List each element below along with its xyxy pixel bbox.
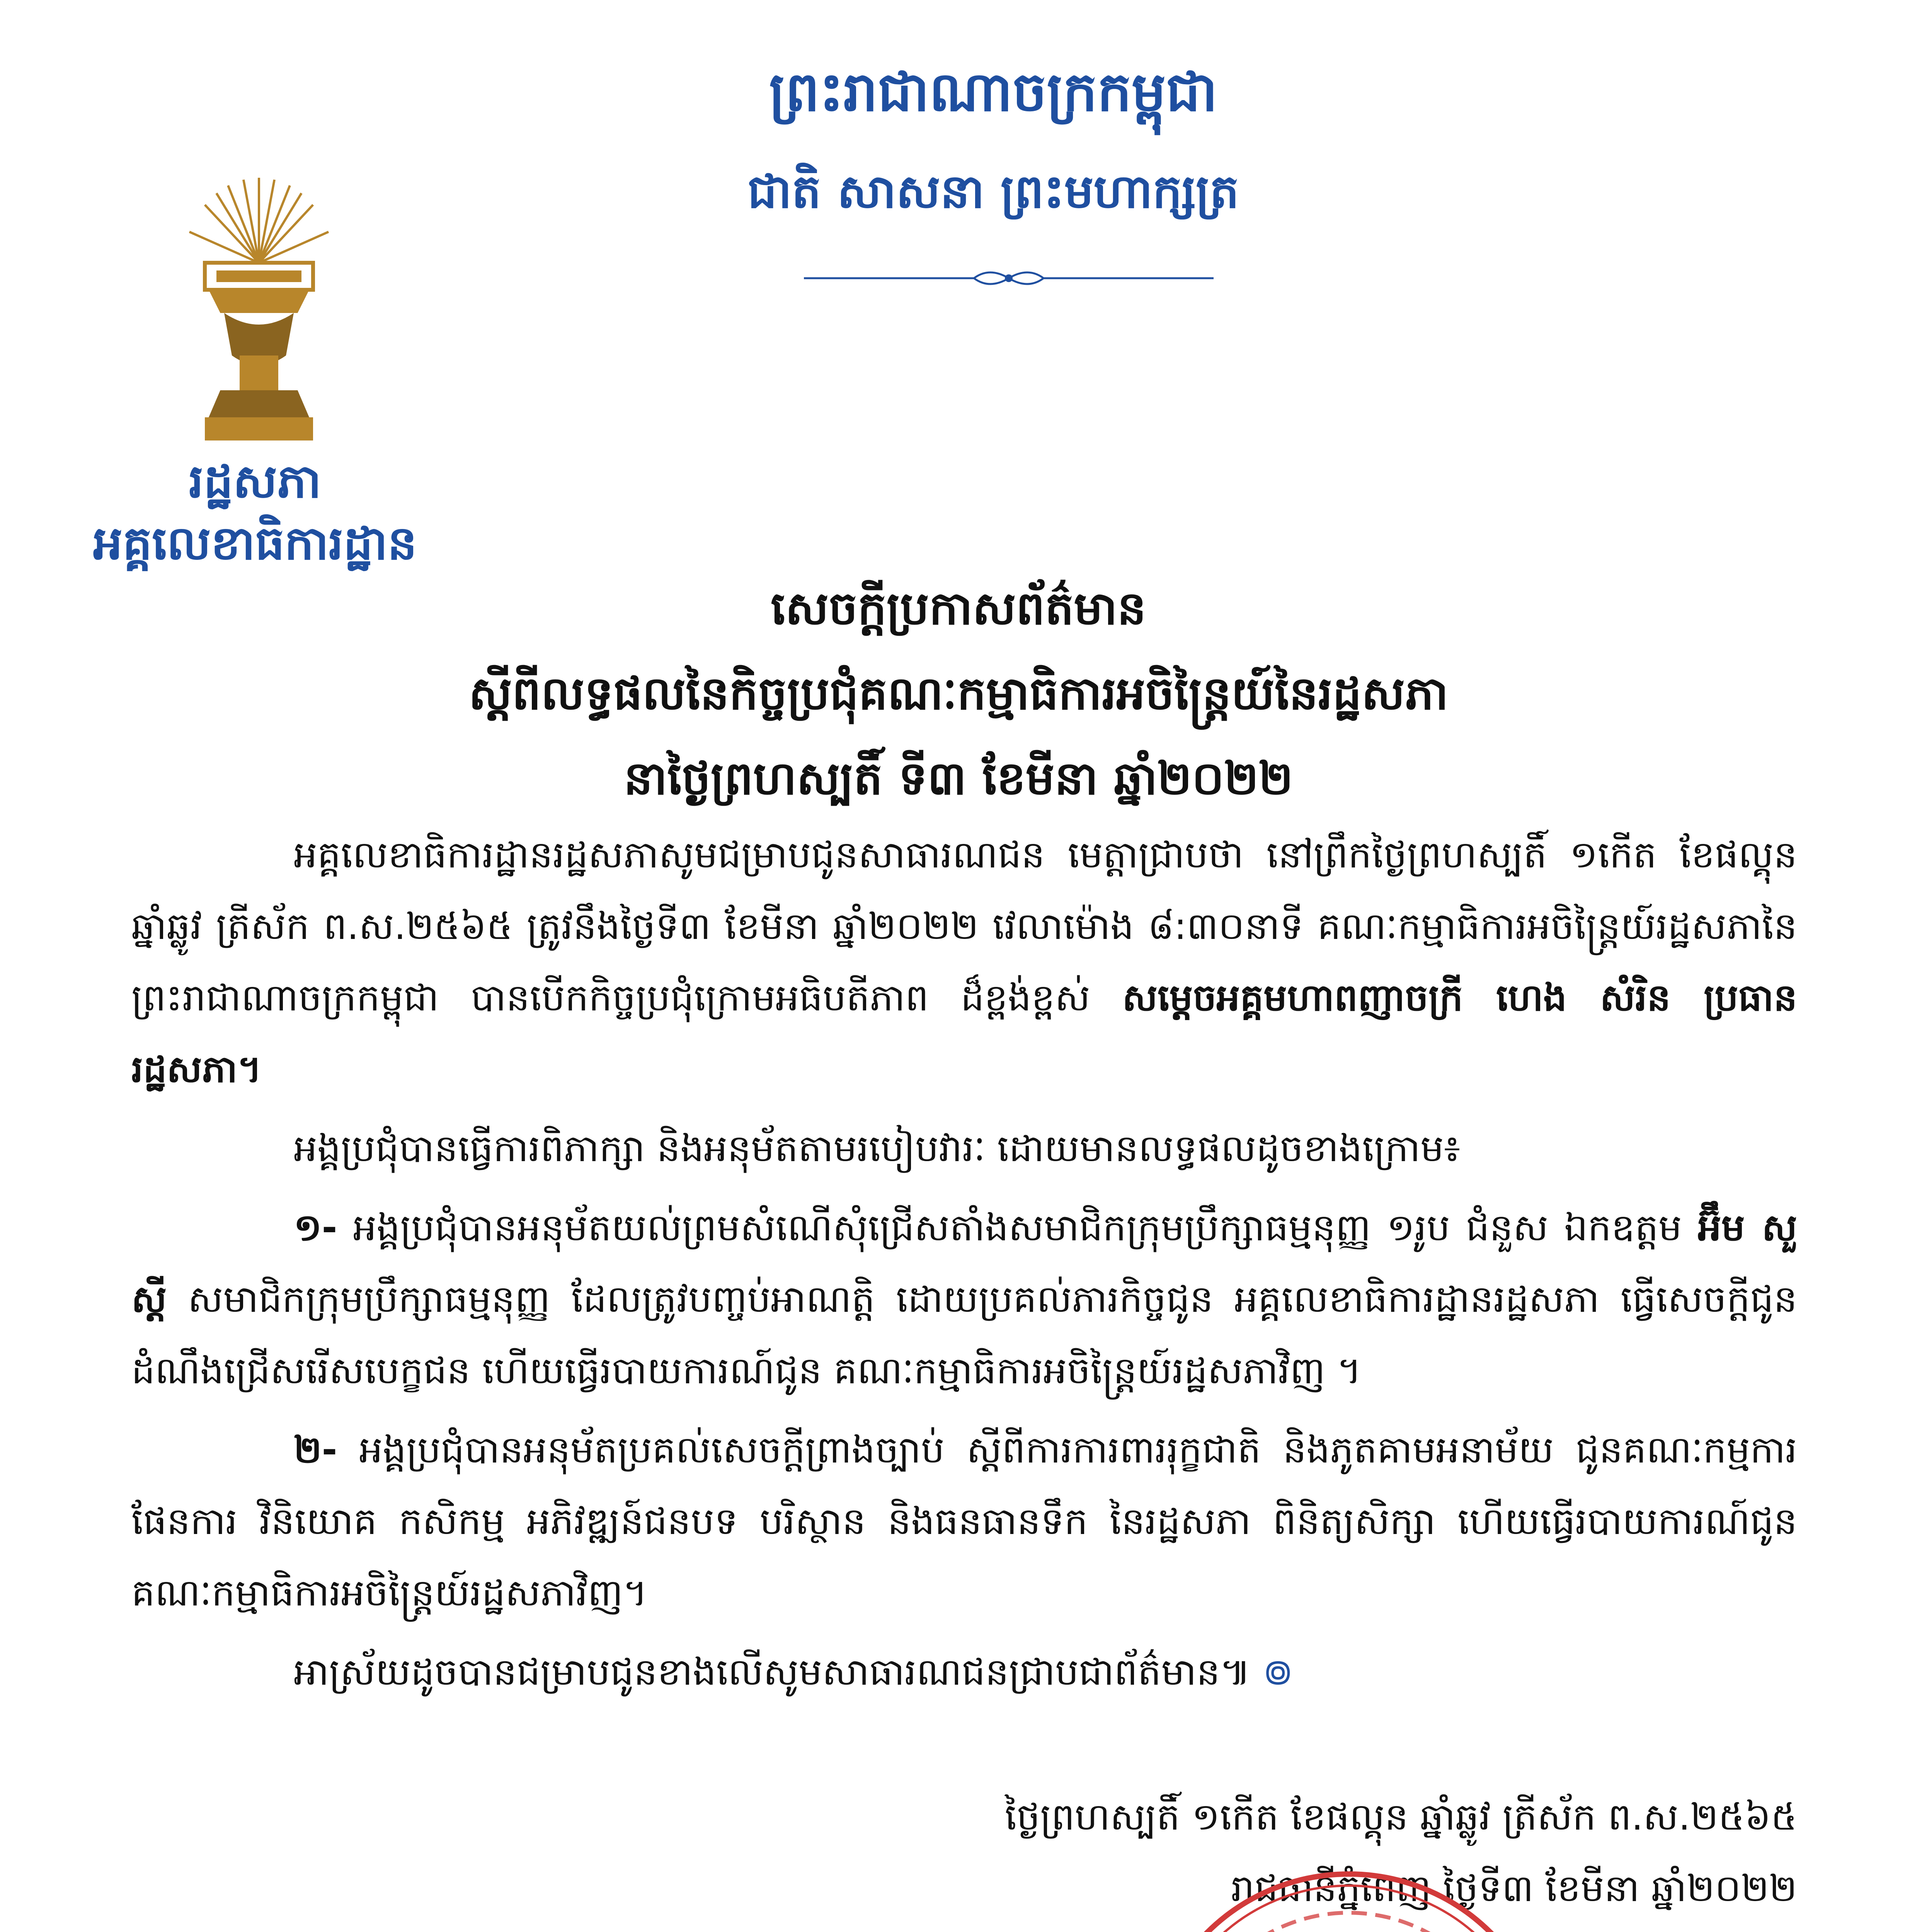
document-subtitle: ស្តីពីលទ្ធផលនៃកិច្ចប្រជុំគណៈកម្មាធិការអចិន្ត្រៃយ៍នៃរដ្ឋសភា [468, 667, 1449, 720]
list-item-2 [131, 1414, 1797, 1629]
paragraph-intro [131, 819, 1797, 1105]
item-2-text: អង្គប្រជុំបានអនុម័តប្រគល់សេចក្តីព្រាងច្បាប់ ស្តីពីការការពាររុក្ខជាតិ និងភូតគាមអនាម័យ ជូនគណៈកម្មការផែនការ វិនិយោគ កសិកម្ម អភិវឌ្ឍន៍ជនបទ បរិស្ថាន និងធនធានទឹក នៃរដ្ឋសភា ពិនិត្យសិក្សា ហើយធ្វើរបាយការណ៍ជូនគណៈកម្មាធិការអចិន្ត្រៃយ៍រដ្ឋសភាវិញ។ [131, 1428, 1798, 1614]
intro-text: អគ្គលេខាធិការដ្ឋានរដ្ឋសភាសូមជម្រាបជូនសាធារណជន មេត្តាជ្រាបថា នៅព្រឹកថ្ងៃព្រហស្បតិ៍ ១កើត ខែផល្គុន ឆ្នាំឆ្លូវ ត្រីស័ក ព.ស.២៥៦៥ ត្រូវនឹងថ្ងៃទី៣ ខែមីនា ឆ្នាំ២០២២ វេលាម៉ោង ៨:៣០នាទី គណៈកម្មាធិការអចិន្ត្រៃយ៍រដ្ឋសភានៃព្រះរាជាណាចក្រកម្ពុជា បានបើកកិច្ចប្រជុំក្រោមអធិបតីភាព ដ៏ខ្ពង់ខ្ពស់ [131, 833, 1797, 1019]
item-1-number: ១- [294, 1206, 337, 1249]
closing-text: អាស្រ័យដូចបានជម្រាបជូនខាងលើសូមសាធារណជនជ្រាបជាព័ត៌មាន៕ [294, 1650, 1251, 1694]
list-item-1 [131, 1192, 1797, 1406]
item-1-person-name: អ៊ឹម សួស្តី [131, 1206, 1798, 1321]
ornament-divider-icon [804, 267, 1214, 290]
place-date: រាជធានីភ្នំពេញ ថ្ងៃទី៣ ខែមីនា ឆ្នាំ២០២២ [1231, 1867, 1797, 1910]
closing-mark-icon: ៙ [1262, 1650, 1294, 1694]
organization-name: រដ្ឋសភា [189, 455, 322, 509]
motto-heading: ជាតិ សាសនា ព្រះមហាក្សត្រ [747, 165, 1239, 219]
document-title: សេចក្តីប្រកាសព័ត៌មាន [771, 582, 1146, 635]
kingdom-heading: ព្រះរាជាណាចក្រកម្ពុជា [769, 61, 1218, 124]
document-date-line: នាថ្ងៃព្រហស្បតិ៍ ទី៣ ខែមីនា ឆ្នាំ២០២២ [624, 752, 1293, 805]
document-body [131, 819, 1797, 1716]
national-assembly-emblem-icon [182, 174, 336, 452]
official-seal-icon [1136, 1862, 1561, 1932]
organization-department: អគ្គលេខាធិការដ្ឋាន [93, 517, 417, 570]
paragraph-agenda [131, 1113, 1797, 1184]
item-1-text-a: អង្គប្រជុំបានអនុម័តយល់ព្រមសំណើសុំជ្រើសតាំងសមាជិកក្រុមប្រឹក្សាធម្មនុញ្ញ ១រូប ជំនួស ឯកឧត្តម [353, 1206, 1682, 1249]
item-2-number: ២- [294, 1428, 337, 1471]
item-1-text-b: សមាជិកក្រុមប្រឹក្សាធម្មនុញ្ញ ដែលត្រូវបញ្ចប់អាណត្តិ ដោយប្រគល់ភារកិច្ចជូន អគ្គលេខាធិការដ្ឋានរដ្ឋសភា ធ្វើសេចក្តីជូនដំណឹងជ្រើសរើសបេក្ខជន ហើយធ្វើរបាយការណ៍ជូន គណៈកម្មាធិការអចិន្ត្រៃយ៍រដ្ឋសភាវិញ ។ [131, 1277, 1797, 1392]
agenda-text: អង្គប្រជុំបានធ្វើការពិភាក្សា និងអនុម័តតាមរបៀបវារៈ ដោយមានលទ្ធផលដូចខាងក្រោម៖ [294, 1127, 1461, 1170]
chairman-name: សម្តេចអគ្គមហាពញាចក្រី ហេង សំរិន ប្រធានរដ្ឋសភា។ [131, 976, 1798, 1091]
paragraph-closing [131, 1636, 1797, 1708]
lunar-date: ថ្ងៃព្រហស្បតិ៍ ១កើត ខែផល្គុន ឆ្នាំឆ្លូវ ត្រីស័ក ព.ស.២៥៦៥ [1004, 1795, 1797, 1838]
